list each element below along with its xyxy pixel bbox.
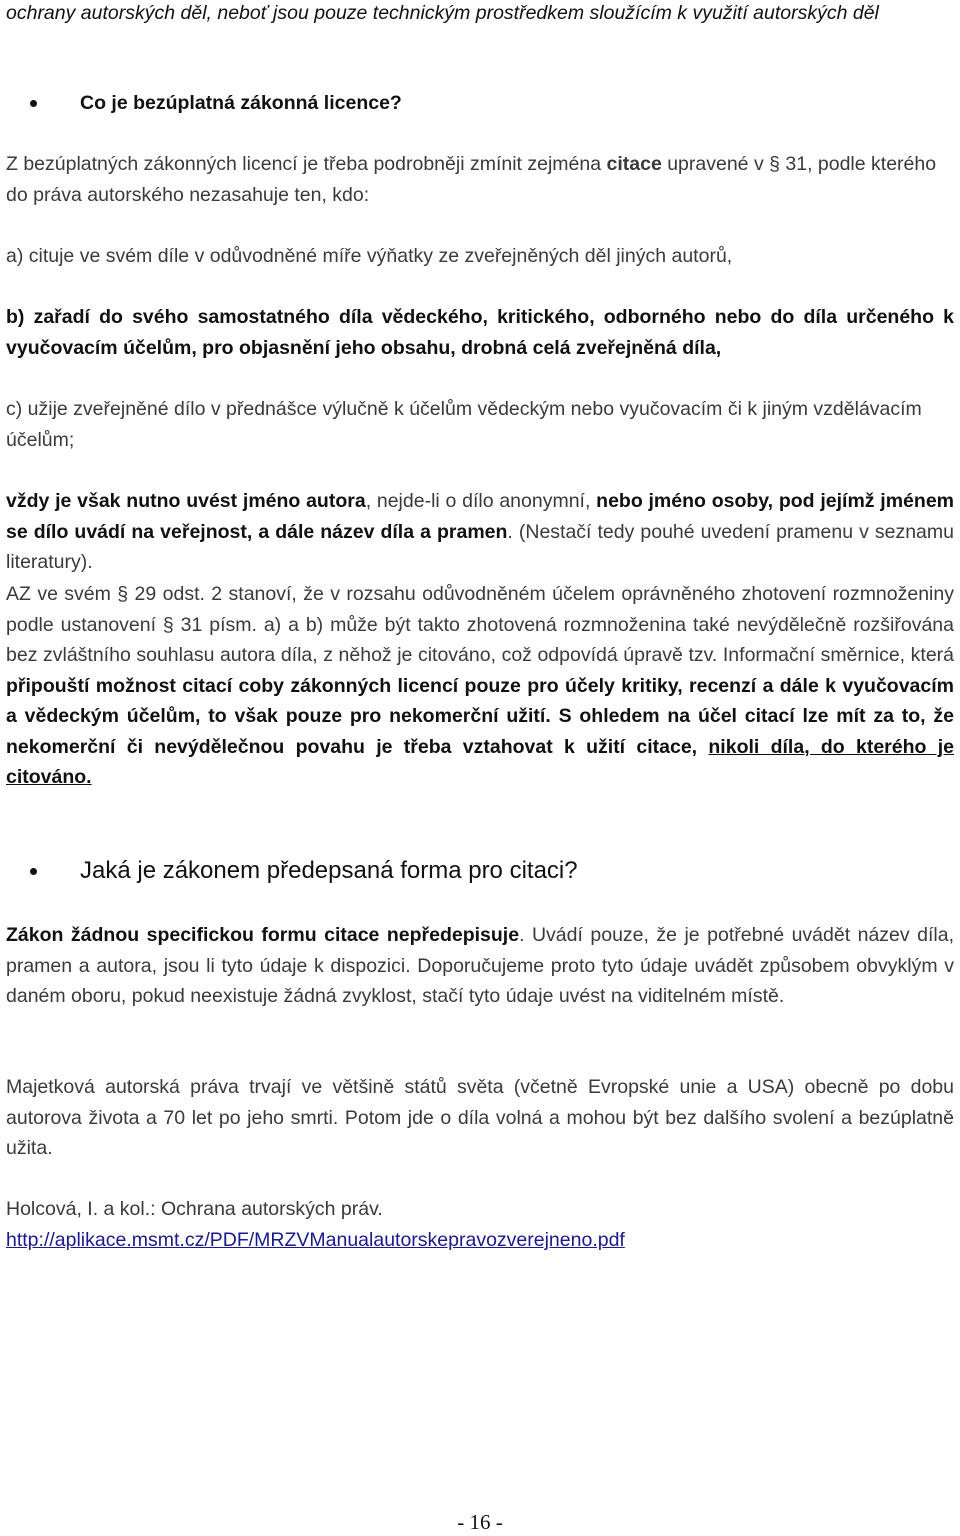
az-bold: připouští možnost citací coby zákonných licencí pouze pro účely kritiky, recenzí a dále k vyučovacím a vědeckým účelům, to však pouze pro nekomerční užití. S ohledem na účel citací lze mít za to, že nekomerční či nevýdělečnou povahu je třeba vztahovat k užití citace, [6, 674, 954, 758]
zakon-paragraph [6, 920, 954, 1012]
citace-text-1: Z bezúplatných zákonných licencí je třeba podrobněji zmínit zejména [6, 153, 607, 175]
zakon-text: . Uvádí pouze, že je potřebné uvádět název díla, pramen a autora, jsou li tyto údaje k dispozici. Doporučujeme proto tyto údaje uvádět způsobem obvyklým v daném oboru, pokud neexistuje žádná zvyklost, stačí tyto údaje uvést na viditelném místě. [6, 924, 954, 1007]
source-citation: Holcová, I. a kol.: Ochrana autorských práv. [6, 1198, 383, 1220]
bullet-dot-icon [30, 868, 37, 875]
vzdy-text-2: . (Nestačí tedy pouhé uvedení pramenu v seznamu literatury). [6, 520, 954, 573]
bullet-question-2-text: Jaká je zákonem předepsaná forma pro citaci? [80, 857, 578, 884]
source-link[interactable]: http://aplikace.msmt.cz/PDF/MRZVManualautorskepravozverejneno.pdf [6, 1229, 625, 1251]
source-link-line [6, 1225, 954, 1256]
az-paragraph [6, 579, 954, 793]
citace-paragraph [6, 149, 954, 210]
vzdy-text-1: , nejde-li o dílo anonymní, [365, 490, 597, 512]
item-a: a) cituje ve svém díle v odůvodněné míře výňatky ze zveřejněných děl jiných autorů, [6, 245, 733, 267]
bullet-dot-icon [30, 100, 37, 107]
zakon-bold: Zákon žádnou specifickou formu citace nepředepisuje [6, 924, 520, 946]
intro-italic-text: ochrany autorských děl, neboť jsou pouze technickým prostředkem sloužícím k využití autorských děl [6, 2, 879, 24]
item-c: c) užije zveřejněné dílo v přednášce výlučně k účelům vědeckým nebo vyučovacím či k jiným vzdělávacím účelům; [6, 398, 922, 451]
citace-text-2: upravené v § 31, podle kterého do práva autorského nezasahuje ten, kdo: [6, 153, 937, 206]
vzdy-bold-1: vždy je však nutno uvést jméno autora [6, 490, 366, 512]
item-b: b) zařadí do svého samostatného díla vědeckého, kritického, odborného nebo do díla určeného k vyučovacím účelům, pro objasnění jeho obsahu, drobná celá zveřejněná díla, [6, 306, 954, 359]
az-underlined: nikoli díla, do kterého je citováno. [6, 735, 954, 788]
az-text: AZ ve svém § 29 odst. 2 stanoví, že v rozsahu odůvodněném účelem oprávněného zhotovení rozmnoženiny podle ustanovení § 31 písm. a) a b) může být takto zhotovená rozmnoženina také nevýdělečně rozšiřována bez zvláštního souhlasu autora díla, z něhož je citováno, což odpovídá úpravě tzv. Informační směrnice, která [6, 583, 954, 666]
majetkova-paragraph: Majetková autorská práva trvají ve většině států světa (včetně Evropské unie a USA) obecně po dobu autorova života a 70 let po jeho smrti. Potom jde o díla volná a mohou být bez dalšího svolení a bezúplatně užita. [6, 1076, 954, 1159]
page-number: - 16 - [457, 1510, 503, 1534]
vzdy-paragraph [6, 486, 954, 578]
bullet-question-1-text: Co je bezúplatná zákonná licence? [80, 92, 402, 114]
vzdy-bold-2: nebo jméno osoby, pod jejímž jménem se dílo uvádí na veřejnost, a dále název díla a pramen [6, 490, 954, 543]
citace-keyword: citace [606, 153, 662, 175]
